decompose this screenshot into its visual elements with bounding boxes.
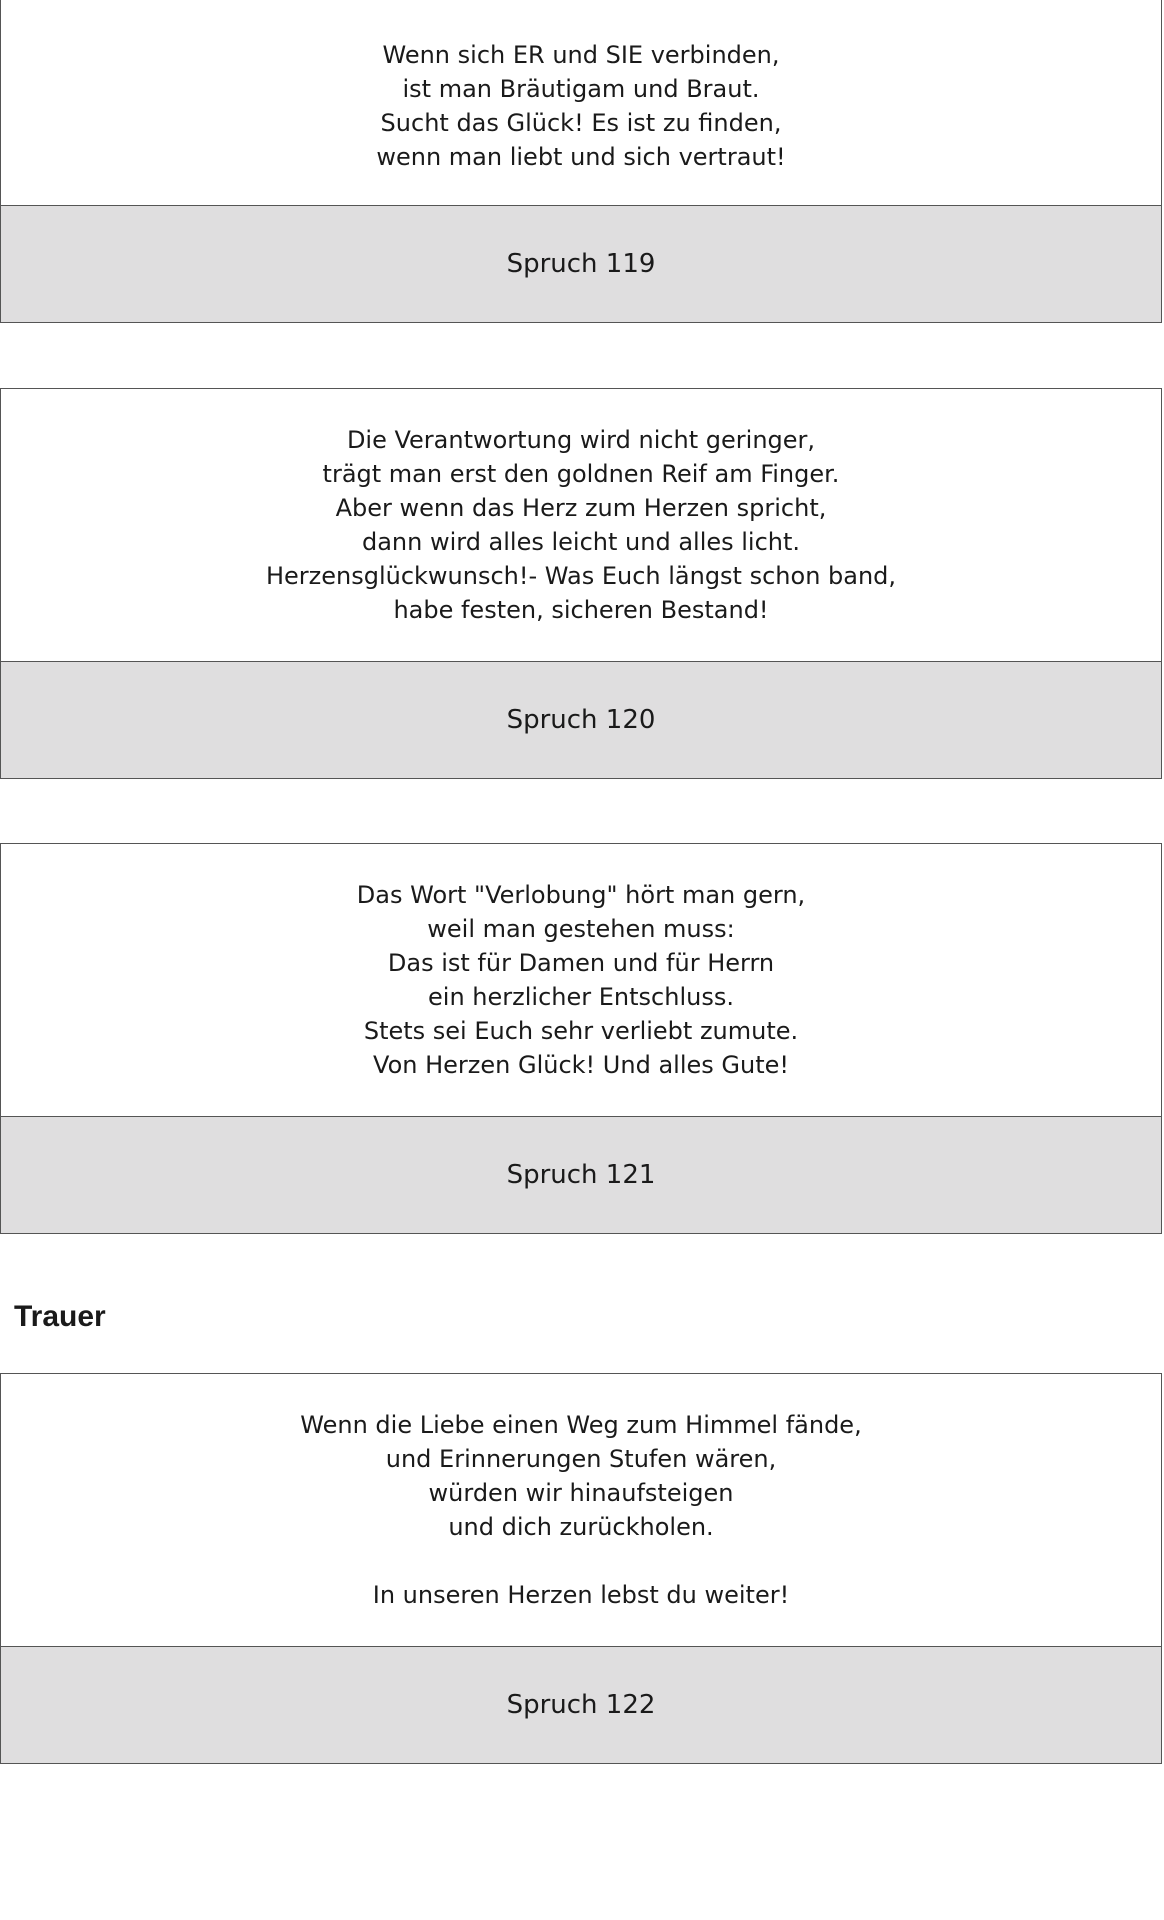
spruch-line: und Erinnerungen Stufen wären, [385, 1445, 777, 1473]
spruch-label: Spruch 122 [1, 1647, 1161, 1763]
spruch-line: Stets sei Euch sehr verliebt zumute. [363, 1017, 799, 1045]
spruch-line: Wenn die Liebe einen Weg zum Himmel fände, [300, 1411, 862, 1439]
spruch-line: Das ist für Damen und für Herrn [387, 949, 775, 977]
spruch-label: Spruch 121 [1, 1117, 1161, 1233]
spruch-line: und dich zurückholen. [448, 1513, 714, 1541]
spruch-card-119 [0, 0, 1162, 323]
spruch-label: Spruch 119 [1, 206, 1161, 322]
spruch-card-122 [0, 1373, 1162, 1764]
spruch-text [1, 0, 1161, 206]
spruch-text [1, 844, 1161, 1117]
spruch-line: In unseren Herzen lebst du weiter! [372, 1581, 790, 1609]
spruch-line: Von Herzen Glück! Und alles Gute! [373, 1051, 789, 1079]
spruch-line: würden wir hinaufsteigen [428, 1479, 734, 1507]
spruch-line: Sucht das Glück! Es ist zu finden, [380, 109, 782, 137]
spruch-line: Herzensglückwunsch!- Was Euch längst schon band, [265, 562, 897, 590]
spruch-line: ist man Bräutigam und Braut. [402, 75, 760, 103]
spruch-line: Wenn sich ER und SIE verbinden, [382, 41, 780, 69]
spruch-line: habe festen, sicheren Bestand! [393, 596, 769, 624]
spruch-line: Das Wort "Verlobung" hört man gern, [356, 881, 806, 909]
spruch-label: Spruch 120 [1, 662, 1161, 778]
spruch-line: trägt man erst den goldnen Reif am Finger. [322, 460, 840, 488]
spruch-line: Die Verantwortung wird nicht geringer, [346, 426, 816, 454]
spruch-line: wenn man liebt und sich vertraut! [376, 143, 786, 171]
spruch-text [1, 1374, 1161, 1647]
spruch-card-120 [0, 388, 1162, 779]
spruch-line: dann wird alles leicht und alles licht. [361, 528, 801, 556]
section-heading-trauer: Trauer [14, 1300, 106, 1333]
spruch-line: Aber wenn das Herz zum Herzen spricht, [335, 494, 827, 522]
spruch-line: weil man gestehen muss: [427, 915, 735, 943]
spruch-card-121 [0, 843, 1162, 1234]
spruch-text [1, 389, 1161, 662]
spruch-line: ein herzlicher Entschluss. [428, 983, 734, 1011]
